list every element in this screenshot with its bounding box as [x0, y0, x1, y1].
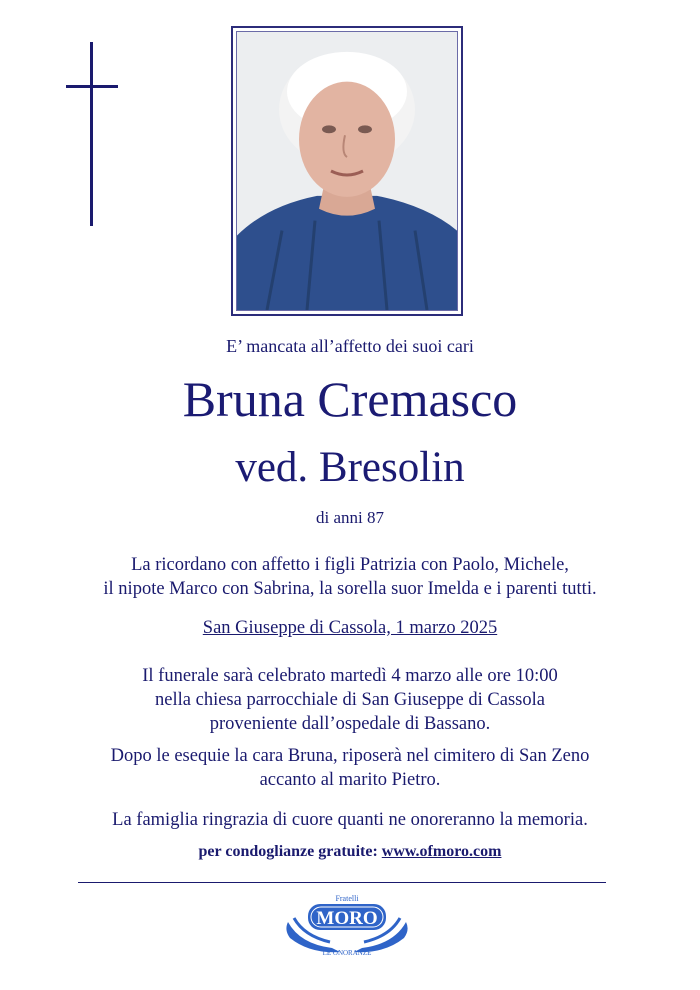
burial-paragraph: [0, 744, 700, 792]
condolences-label: per condoglianze gratuite:: [198, 843, 378, 860]
intro-text: E’ mancata all’affetto dei suoi cari: [226, 336, 474, 356]
place-date-text: San Giuseppe di Cassola, 1 marzo 2025: [202, 618, 498, 638]
funeral-line: proveniente dall’ospedale di Bassano.: [209, 714, 491, 734]
funeral-line: nella chiesa parrocchiale di San Giuseppe di Cassola: [155, 690, 545, 710]
portrait-image: [237, 32, 457, 310]
portrait-photo: [231, 26, 463, 316]
burial-line: accanto al marito Pietro.: [259, 770, 441, 790]
family-line: La ricordano con affetto i figli Patrizia con Paolo, Michele,: [131, 555, 569, 575]
funeral-paragraph: [0, 664, 700, 736]
family-paragraph: [0, 553, 700, 601]
age-text: di anni 87: [316, 508, 384, 527]
divider: [78, 882, 606, 883]
latin-cross-icon: [66, 42, 118, 226]
hands-logo-icon: [280, 892, 414, 958]
logo-top-word: Fratelli: [335, 894, 359, 903]
family-line: il nipote Marco con Sabrina, la sorella suor Imelda e i parenti tutti.: [103, 579, 597, 599]
condolences-link[interactable]: www.ofmoro.com: [381, 843, 502, 860]
logo-brand: MORO: [316, 908, 378, 929]
burial-line: Dopo le esequie la cara Bruna, riposerà nel cimitero di San Zeno: [110, 746, 590, 766]
thanks-text: La famiglia ringrazia di cuore quanti ne onoreranno la memoria.: [112, 810, 588, 830]
married-name: ved. Bresolin: [235, 444, 465, 491]
condolences-line: [0, 843, 700, 861]
deceased-name: Bruna Cremasco: [182, 371, 518, 427]
funeral-line: Il funerale sarà celebrato martedì 4 marzo alle ore 10:00: [142, 666, 558, 686]
logo-tagline: LE ONORANZE: [322, 949, 372, 957]
place-date: [0, 618, 700, 639]
